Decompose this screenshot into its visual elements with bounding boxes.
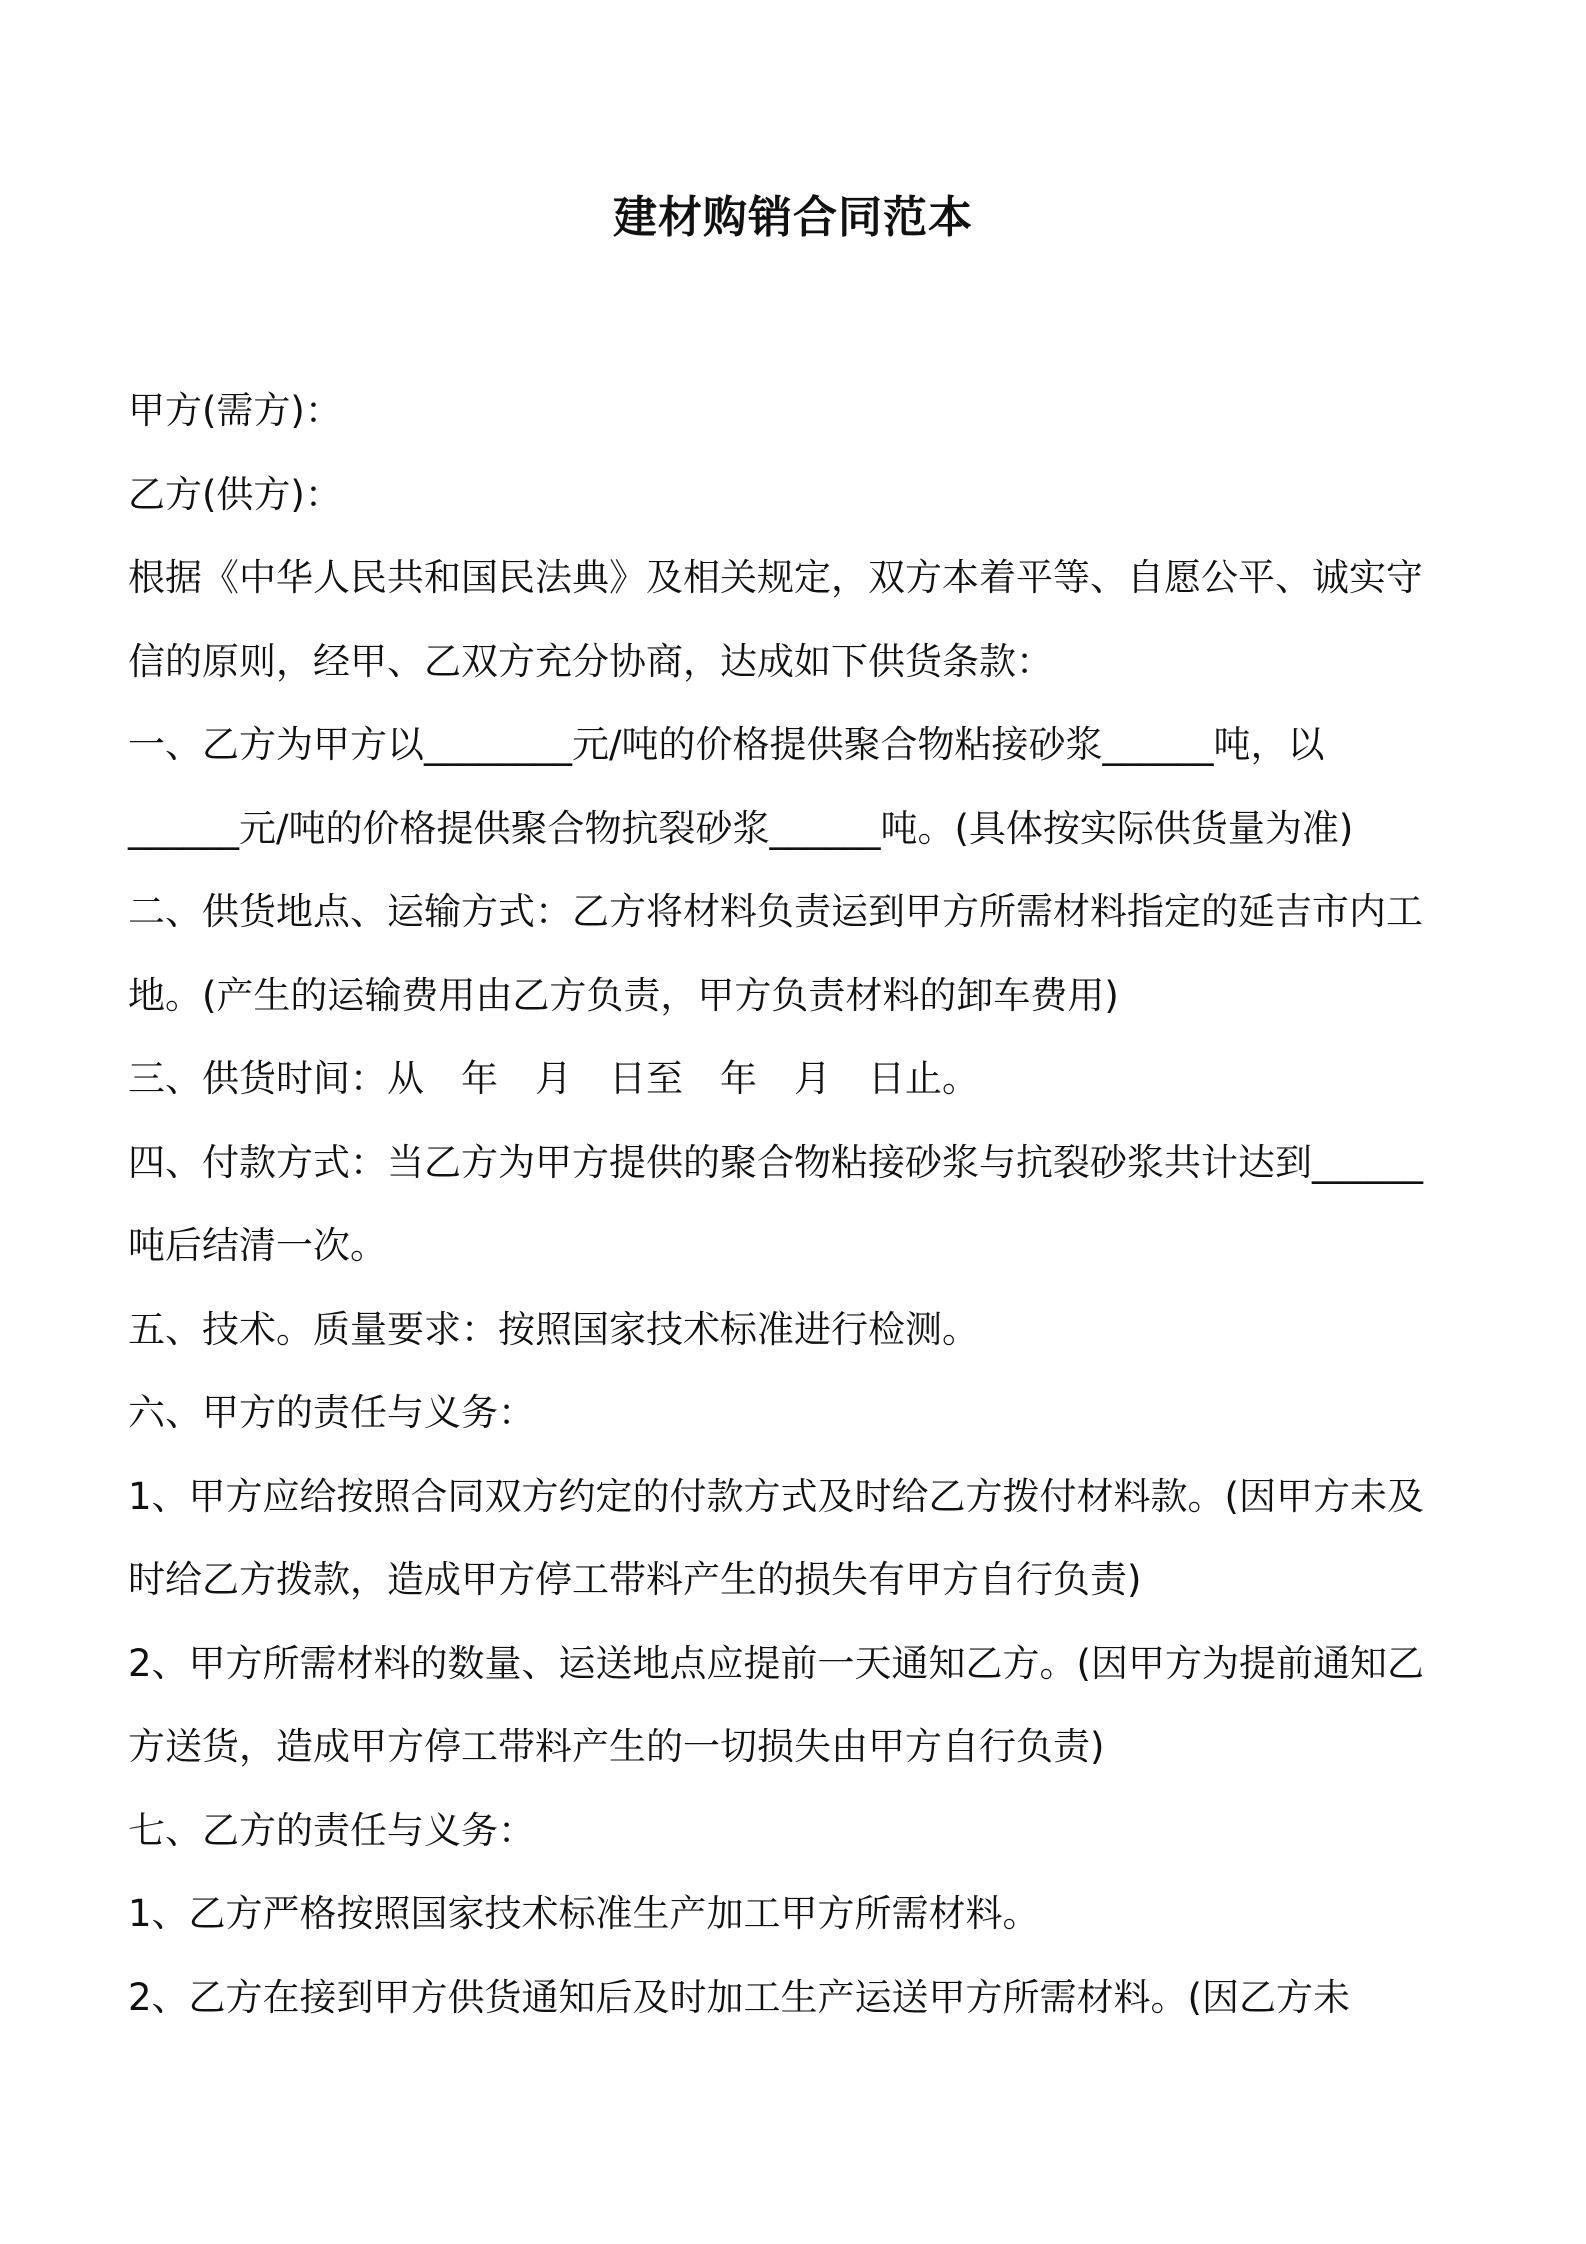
clause-7-item-2-line-1: 2、乙方在接到甲方供货通知后及时加工生产运送甲方所需材料。(因乙方未 — [128, 1975, 1350, 2019]
clause-6-item-1-line-2: 时给乙方拨款，造成甲方停工带料产生的损失有甲方自行负责) — [128, 1558, 1142, 1601]
document-title: 建材购销合同范本 — [613, 192, 973, 243]
party-b-line: 乙方(供方)： — [128, 472, 342, 516]
preamble-line-1: 根据《中华人民共和国民法典》及相关规定，双方本着平等、自愿公平、诚实守 — [128, 556, 1423, 599]
clause-2-line-2: 地。(产生的运输费用由乙方负责，甲方负责材料的卸车费用) — [128, 973, 1119, 1017]
clause-2-line-1: 二、供货地点、运输方式：乙方将材料负责运到甲方所需材料指定的延吉市内工 — [128, 890, 1423, 933]
clause-7-heading: 七、乙方的责任与义务： — [128, 1808, 535, 1852]
clause-6-item-1-line-1: 1、甲方应给按照合同双方约定的付款方式及时给乙方拨付材料款。(因甲方未及 — [128, 1474, 1424, 1518]
preamble-line-2: 信的原则，经甲、乙双方充分协商，达成如下供货条款： — [128, 639, 1053, 683]
clause-6-item-2-line-1: 2、甲方所需材料的数量、运送地点应提前一天通知乙方。(因甲方为提前通知乙 — [128, 1641, 1424, 1685]
contract-body — [128, 381, 1458, 2051]
clause-3-line: 三、供货时间：从 年 月 日至 年 月 日止。 — [128, 1057, 979, 1100]
clause-5-line: 五、技术。质量要求：按照国家技术标准进行检测。 — [128, 1307, 979, 1351]
party-a-line: 甲方(需方)： — [128, 389, 342, 432]
clause-4-line-2: 吨后结清一次。 — [128, 1224, 387, 1267]
clause-6-heading: 六、甲方的责任与义务： — [128, 1391, 535, 1434]
clause-4-line-1: 四、付款方式：当乙方为甲方提供的聚合物粘接砂浆与抗裂砂浆共计达到______ — [128, 1140, 1423, 1184]
clause-6-item-2-line-2: 方送货，造成甲方停工带料产生的一切损失由甲方自行负责) — [128, 1725, 1105, 1768]
clause-7-item-1-line: 1、乙方严格按照国家技术标准生产加工甲方所需材料。 — [128, 1892, 1040, 1935]
clause-1-line-2: ______元/吨的价格提供聚合物抗裂砂浆______吨。(具体按实际供货量为准) — [128, 806, 1354, 850]
clause-1-line-1: 一、乙方为甲方以________元/吨的价格提供聚合物粘接砂浆______吨，以 — [128, 723, 1325, 766]
